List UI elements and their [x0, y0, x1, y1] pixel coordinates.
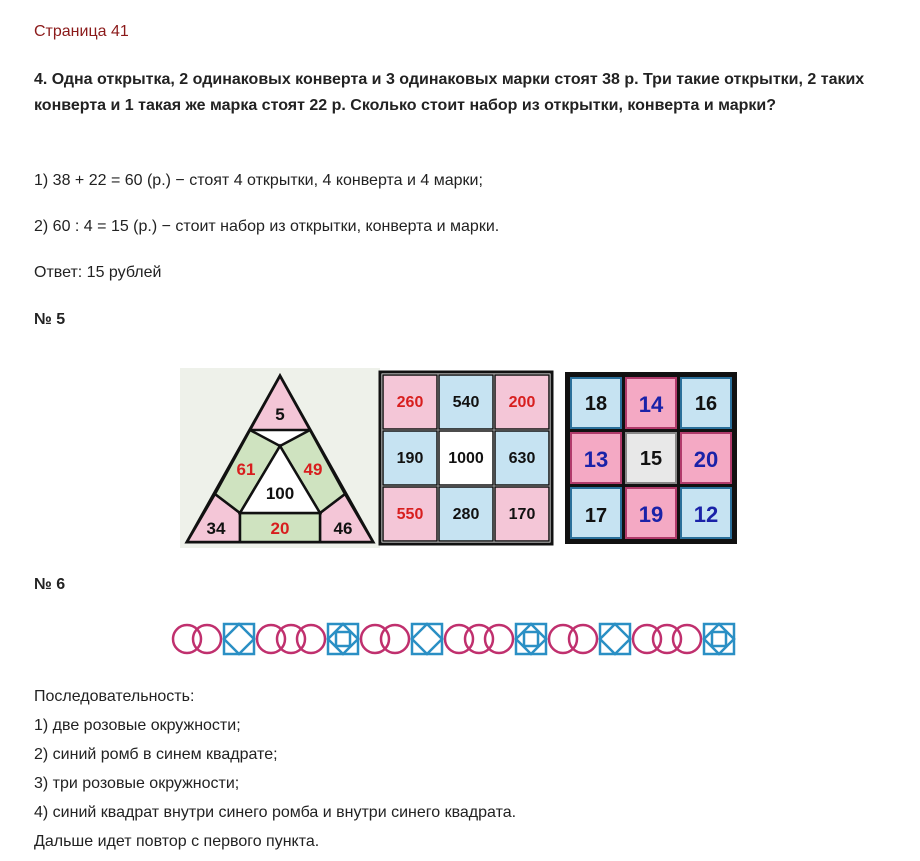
grid2-cell: 17: [584, 505, 608, 527]
pink-circle: [673, 625, 701, 653]
triangle-bottom-right-value: 46: [333, 519, 353, 538]
pattern-row: [170, 620, 750, 658]
task5-heading: № 5: [34, 311, 66, 328]
page-title: Страница 41: [34, 23, 129, 40]
grid2-cell: 19: [638, 502, 664, 527]
grid1-cell: 200: [508, 394, 536, 411]
blue-square: [412, 624, 442, 654]
blue-inner-square: [712, 632, 726, 646]
grid1-cell: 540: [452, 394, 480, 411]
blue-rhombus: [412, 624, 442, 654]
grid2-cell: 14: [638, 392, 664, 417]
grid1-cell: 630: [508, 450, 536, 467]
task4-question: 4. Одна открытка, 2 одинаковых конверта и 3 одинаковых марки стоят 38 р. Три такие открытки, 2 таких конверта и 1 такая же марка стоят 22 р. Сколько стоит набор из открытки, конверта и марки?: [34, 71, 865, 114]
grid1-cell: 260: [396, 394, 424, 411]
sequence-item: 3) три розовые окружности;: [34, 775, 240, 792]
task4-step2: 2) 60 : 4 = 15 (р.) − стоит набор из открытки, конверта и марки.: [34, 218, 500, 235]
task4-step1: 1) 38 + 22 = 60 (р.) − стоят 4 открытки, 4 конверта и 4 марки;: [34, 172, 483, 189]
grid2-cell: 13: [583, 447, 609, 472]
sequence-conclusion: Дальше идет повтор с первого пункта.: [34, 833, 320, 850]
grid2-cell: 15: [639, 448, 663, 470]
blue-rhombus: [704, 624, 734, 654]
grid1-cell: 280: [452, 506, 480, 523]
blue-inner-square: [524, 632, 538, 646]
grid2-cell: 12: [693, 502, 719, 527]
triangle-right-value: 49: [303, 460, 323, 479]
grid1-cell: 1000: [448, 450, 484, 467]
grid1-cell: 190: [396, 450, 424, 467]
pink-circle: [381, 625, 409, 653]
blue-square: [224, 624, 254, 654]
task6-heading: № 6: [34, 576, 66, 593]
sequence-title: Последовательность:: [34, 688, 195, 705]
triangle-left-value: 61: [236, 460, 256, 479]
blue-square: [600, 624, 630, 654]
sequence-item: 4) синий квадрат внутри синего ромба и внутри синего квадрата.: [34, 804, 517, 821]
grid2-cell: 20: [693, 447, 719, 472]
triangle-bottom-mid-value: 20: [270, 519, 290, 538]
grid2-cell: 16: [694, 393, 718, 415]
sequence-block: [34, 682, 516, 856]
blue-inner-square: [336, 632, 350, 646]
grid2-cell: 18: [584, 393, 608, 415]
pink-circle: [297, 625, 325, 653]
triangle-top-value: 5: [275, 405, 285, 424]
sequence-item: 1) две розовые окружности;: [34, 717, 241, 734]
blue-square: [516, 624, 546, 654]
blue-rhombus: [516, 624, 546, 654]
grid1-cell: 170: [508, 506, 536, 523]
blue-rhombus: [224, 624, 254, 654]
grid2: [565, 372, 737, 544]
blue-square: [704, 624, 734, 654]
grid1-cell: 550: [396, 506, 424, 523]
pink-circle: [485, 625, 513, 653]
triangle-center-value: 100: [265, 484, 295, 503]
blue-square: [328, 624, 358, 654]
grid1: [380, 372, 552, 544]
task4-answer: Ответ: 15 рублей: [34, 264, 162, 281]
blue-rhombus: [328, 624, 358, 654]
pink-circle: [193, 625, 221, 653]
triangle-bottom-left-value: 34: [206, 519, 226, 538]
blue-rhombus: [600, 624, 630, 654]
task5-figures: [180, 368, 740, 548]
sequence-item: 2) синий ромб в синем квадрате;: [34, 746, 278, 763]
pink-circle: [569, 625, 597, 653]
